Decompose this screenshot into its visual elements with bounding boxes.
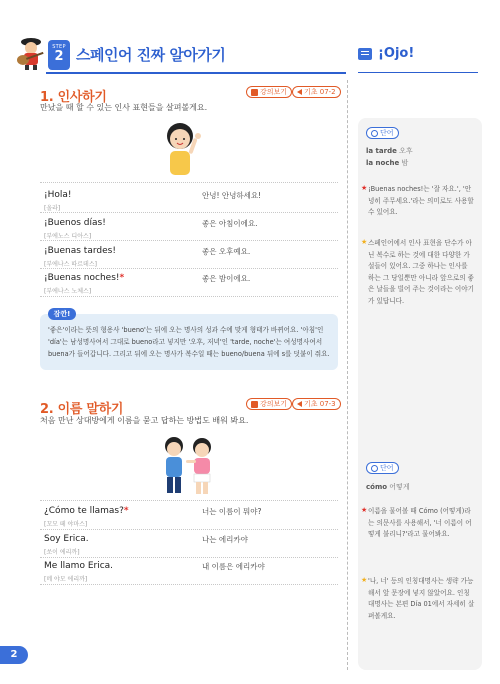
step-label: STEP bbox=[52, 44, 66, 50]
audio-button-label: 기초 07-2 bbox=[304, 88, 336, 96]
phrase-hola: ¡Hola! bbox=[44, 190, 72, 200]
page-number: 2 bbox=[0, 646, 28, 664]
audio-button-1[interactable] bbox=[292, 86, 341, 98]
star-icon: ★ bbox=[361, 576, 368, 584]
audio-button-2[interactable] bbox=[292, 398, 341, 410]
vocab-tag-2 bbox=[366, 462, 399, 474]
vocab-item bbox=[366, 146, 413, 156]
star-icon: ★ bbox=[361, 238, 368, 246]
section1-subtitle: 만났을 때 할 수 있는 인사 표현들을 살펴볼게요. bbox=[40, 103, 208, 112]
phrase-buenas-noches bbox=[44, 273, 124, 283]
phrase-buenos-dias: ¡Buenos días! bbox=[44, 218, 106, 228]
pron-como-te-llamas: [꼬모 떼 야마스] bbox=[44, 521, 88, 528]
pron-me-llamo-erica: [메 야모 에리까] bbox=[44, 576, 88, 583]
vocab-item bbox=[366, 158, 408, 168]
meaning-como-te-llamas: 너는 이름이 뭐야? bbox=[202, 507, 262, 516]
pron-soy-erica: [쏘이 에리까] bbox=[44, 549, 80, 556]
phrase-como-te-llamas-text: ¿Cómo te llamas? bbox=[44, 506, 124, 516]
girl-waving-illustration bbox=[154, 118, 210, 180]
boy-girl-talking-illustration bbox=[156, 432, 222, 496]
row-rule bbox=[40, 212, 338, 213]
column-divider bbox=[347, 80, 348, 670]
phrase-como-te-llamas bbox=[44, 506, 129, 516]
pron-hola: [올라] bbox=[44, 205, 61, 212]
vocab-word: la tarde bbox=[366, 147, 397, 155]
tip-1 bbox=[361, 184, 476, 219]
page-title: 스페인어 진짜 알아가기 bbox=[76, 46, 226, 64]
pron-buenas-noches: [부에나스 노체스] bbox=[44, 288, 92, 295]
phrase-buenas-tardes: ¡Buenas tardes! bbox=[44, 246, 116, 256]
side-header-divider bbox=[358, 72, 478, 73]
speaker-icon bbox=[297, 89, 302, 95]
tip-4 bbox=[361, 576, 476, 622]
section2-top-rule bbox=[40, 500, 338, 501]
row-rule bbox=[40, 240, 338, 241]
tip-3 bbox=[361, 506, 476, 541]
meaning-buenos-dias: 좋은 아침이에요. bbox=[202, 219, 258, 228]
meaning-buenas-noches: 좋은 밤이에요. bbox=[202, 274, 251, 283]
side-header bbox=[358, 44, 478, 68]
tip-text: '나, 너' 등의 인칭대명사는 생략 가능해서 앞 문장에 넣지 않았어요. 인칭대명사는 본편 Día 01에서 자세히 살펴볼게요. bbox=[368, 577, 475, 620]
video-icon bbox=[251, 89, 258, 96]
meaning-soy-erica: 나는 에리카야 bbox=[202, 535, 248, 544]
vocab-word: cómo bbox=[366, 483, 388, 491]
footnote-star: * bbox=[119, 273, 125, 283]
lecture-button-label: 강의보기 bbox=[260, 88, 288, 96]
meaning-hola: 안녕! 안녕하세요! bbox=[202, 191, 262, 200]
vocab-tag-label: 단어 bbox=[380, 464, 394, 472]
row-rule bbox=[40, 584, 338, 585]
tip-2 bbox=[361, 238, 476, 307]
circle-icon bbox=[371, 130, 378, 137]
tip-text: ¡Buenas noches!는 '잘 자요.', '안녕히 주무세요.'라는 의미로도 사용할 수 있어요. bbox=[368, 185, 474, 216]
row-rule bbox=[40, 296, 338, 297]
phrase-me-llamo-erica: Me llamo Erica. bbox=[44, 561, 114, 571]
pron-buenos-dias: [부에노스 디아스] bbox=[44, 233, 92, 240]
section1-title: 1. 인사하기 bbox=[40, 90, 107, 105]
side-title: ¡Ojo! bbox=[378, 46, 415, 61]
speaker-icon bbox=[297, 401, 302, 407]
section1-top-rule bbox=[40, 182, 338, 183]
row-rule bbox=[40, 529, 338, 530]
meaning-me-llamo-erica: 내 이름은 에리카야 bbox=[202, 562, 265, 571]
note-icon bbox=[358, 48, 372, 60]
vocab-tag-1 bbox=[366, 127, 399, 139]
row-rule bbox=[40, 557, 338, 558]
star-icon: ★ bbox=[361, 506, 368, 514]
vocab-word: la noche bbox=[366, 159, 400, 167]
meaning-buenas-tardes: 좋은 오후예요. bbox=[202, 247, 251, 256]
header-divider bbox=[46, 72, 346, 74]
vocab-item bbox=[366, 482, 410, 492]
tip-text: 스페인어에서 인사 표현을 단수가 아닌 복수로 하는 것에 대한 다양한 가설들이 있어요. 그중 하나는 인사를 하는 그 당일뿐만 아니라 앞으로의 좋은 날들을 빌어 주는 것이라는 이야기가 있답니다. bbox=[368, 239, 475, 305]
vocab-meaning: 어떻게 bbox=[389, 483, 410, 491]
phrase-buenas-noches-text: ¡Buenas noches! bbox=[44, 273, 120, 283]
audio-button-label: 기초 07-3 bbox=[304, 400, 336, 408]
vocab-meaning: 밤 bbox=[401, 159, 409, 167]
row-rule bbox=[40, 268, 338, 269]
step-number: 2 bbox=[54, 49, 64, 64]
step-badge bbox=[48, 40, 70, 70]
phrase-soy-erica: Soy Erica. bbox=[44, 534, 89, 544]
note-text: '좋은'이라는 뜻의 형용사 'bueno'는 뒤에 오는 명사의 성과 수에 맞게 형태가 바뀌어요. '아침'인 'día'는 남성명사여서 그대로 bueno라고 넣지만 '오후, 저녁'인 'tarde, noche'는 여성명사여서 buena가 들어갑니다. 그리고 뒤에 오는 명사가 복수일 때는 bueno/buena 뒤에 s를 덧붙이 줘요. bbox=[48, 326, 330, 358]
star-icon: ★ bbox=[361, 184, 368, 192]
vocab-meaning: 오후 bbox=[399, 147, 413, 155]
lecture-button-2[interactable] bbox=[246, 398, 292, 410]
circle-icon bbox=[371, 465, 378, 472]
section2-title: 2. 이름 말하기 bbox=[40, 402, 124, 417]
footnote-star: * bbox=[123, 506, 129, 516]
video-icon bbox=[251, 401, 258, 408]
mascot-guitar-icon bbox=[14, 34, 48, 70]
lecture-button-1[interactable] bbox=[246, 86, 292, 98]
lecture-button-label: 강의보기 bbox=[260, 400, 288, 408]
pron-buenas-tardes: [부에나스 따르데스] bbox=[44, 261, 97, 268]
section2-subtitle: 처음 만난 상대방에게 이름을 묻고 답하는 방법도 배워 봐요. bbox=[40, 416, 249, 425]
vocab-tag-label: 단어 bbox=[380, 129, 394, 137]
note-tag: 잠깐! bbox=[48, 308, 76, 320]
tip-text: 이름을 물어볼 때 Cómo (어떻게)라는 의문사를 사용해서, '너 이름이 어떻게 불리니?'라고 물어봐요. bbox=[368, 507, 472, 538]
